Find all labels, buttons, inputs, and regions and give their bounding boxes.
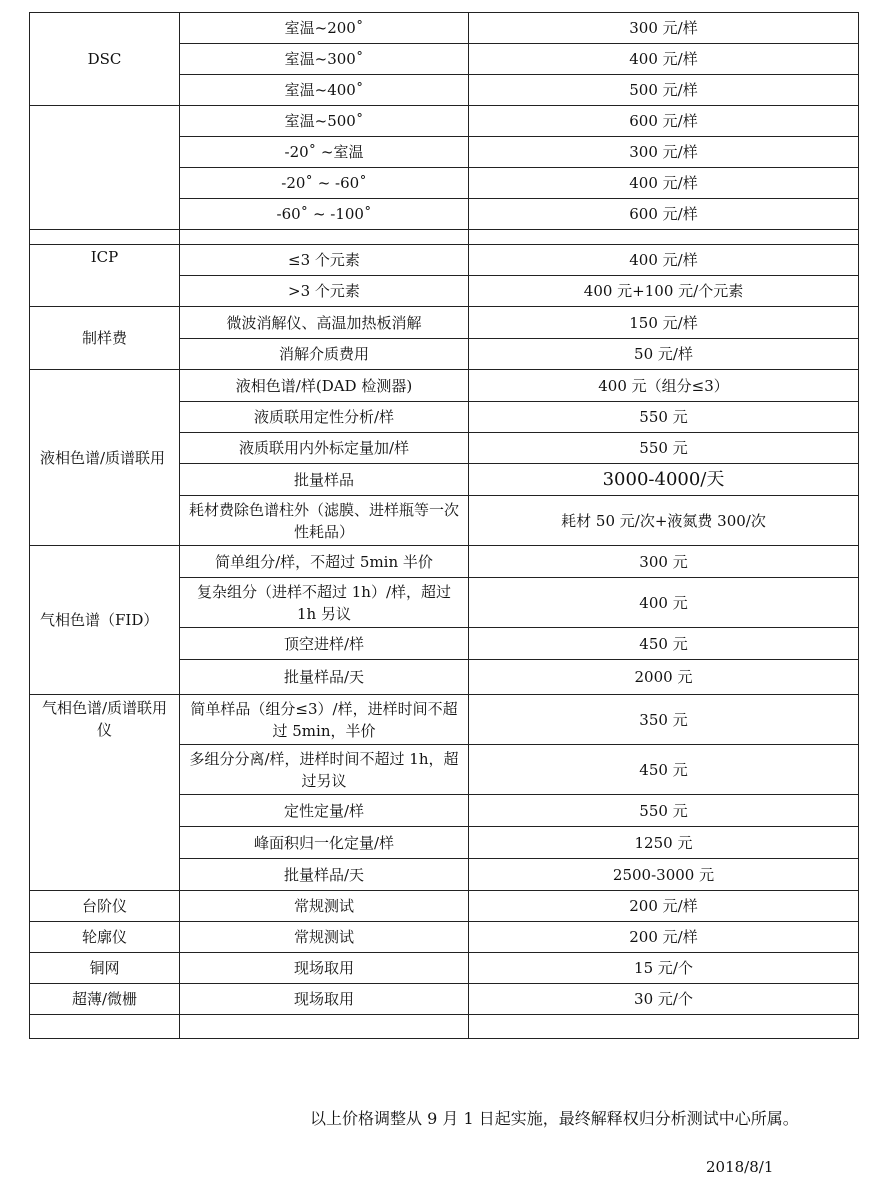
price-cell: 200 元/样 (469, 891, 859, 922)
price-cell: 500 元/样 (469, 75, 859, 106)
category-dsc: DSC (30, 13, 180, 106)
price-cell: 400 元/样 (469, 245, 859, 276)
price-cell: 15 元/个 (469, 953, 859, 984)
item-cell: 批量样品/天 (180, 859, 469, 891)
price-cell: 550 元 (469, 402, 859, 433)
price-cell: 1250 元 (469, 827, 859, 859)
item-cell: 定性定量/样 (180, 795, 469, 827)
empty-cell (30, 1015, 180, 1039)
item-cell: 顶空进样/样 (180, 628, 469, 660)
item-cell: -20˚ ~室温 (180, 137, 469, 168)
item-cell: 耗材费除色谱柱外（滤膜、进样瓶等一次性耗品） (180, 496, 469, 546)
price-cell: 耗材 50 元/次+液氮费 300/次 (469, 496, 859, 546)
item-cell: 微波消解仪、高温加热板消解 (180, 307, 469, 339)
category-gcms: 气相色谱/质谱联用仪 (30, 695, 180, 891)
empty-row (30, 230, 859, 245)
empty-cell (180, 1015, 469, 1039)
price-cell: 600 元/样 (469, 106, 859, 137)
item-cell: 消解介质费用 (180, 339, 469, 370)
category-lcms: 液相色谱/质谱联用 (30, 370, 180, 546)
item-cell: 简单样品（组分≤3）/样，进样时间不超过 5min，半价 (180, 695, 469, 745)
empty-cell (469, 230, 859, 245)
item-cell: 常规测试 (180, 891, 469, 922)
item-cell: 批量样品 (180, 464, 469, 496)
empty-cell (30, 230, 180, 245)
price-cell: 50 元/样 (469, 339, 859, 370)
item-cell: -20˚ ~ -60˚ (180, 168, 469, 199)
table-row (30, 106, 859, 137)
item-cell: 复杂组分（进样不超过 1h）/样，超过 1h 另议 (180, 578, 469, 628)
price-cell: 550 元 (469, 433, 859, 464)
table-row (30, 307, 859, 339)
price-cell: 450 元 (469, 628, 859, 660)
price-cell: 400 元（组分≤3） (469, 370, 859, 402)
empty-cell (180, 230, 469, 245)
item-cell: 室温~400˚ (180, 75, 469, 106)
item-cell: ≤3 个元素 (180, 245, 469, 276)
price-cell: 3000-4000/天 (469, 464, 859, 496)
item-cell: 常规测试 (180, 922, 469, 953)
price-cell: 300 元/样 (469, 13, 859, 44)
price-cell: 400 元/样 (469, 168, 859, 199)
price-cell: 30 元/个 (469, 984, 859, 1015)
item-cell: 现场取用 (180, 984, 469, 1015)
price-cell: 150 元/样 (469, 307, 859, 339)
category-dsc-continued (30, 106, 180, 230)
category-profilometer: 台阶仪 (30, 891, 180, 922)
price-cell: 550 元 (469, 795, 859, 827)
price-cell: 450 元 (469, 745, 859, 795)
price-cell: 400 元+100 元/个元素 (469, 276, 859, 307)
category-copper-grid: 铜网 (30, 953, 180, 984)
price-cell: 350 元 (469, 695, 859, 745)
item-cell: -60˚ ~ -100˚ (180, 199, 469, 230)
item-cell: 室温~500˚ (180, 106, 469, 137)
price-cell: 2000 元 (469, 660, 859, 695)
table-row (30, 370, 859, 402)
item-cell: 简单组分/样，不超过 5min 半价 (180, 546, 469, 578)
item-cell: 现场取用 (180, 953, 469, 984)
item-cell: >3 个元素 (180, 276, 469, 307)
category-ultrathin: 超薄/微栅 (30, 984, 180, 1015)
category-contour: 轮廓仪 (30, 922, 180, 953)
table-row (30, 546, 859, 578)
empty-row (30, 1015, 859, 1039)
price-table (29, 12, 859, 1039)
table-row (30, 245, 859, 276)
category-icp: ICP (30, 245, 180, 307)
price-cell: 200 元/样 (469, 922, 859, 953)
item-cell: 液质联用内外标定量加/样 (180, 433, 469, 464)
item-cell: 批量样品/天 (180, 660, 469, 695)
table-row (30, 984, 859, 1015)
price-cell: 400 元/样 (469, 44, 859, 75)
item-cell: 多组分分离/样，进样时间不超过 1h，超过另议 (180, 745, 469, 795)
item-cell: 室温~200˚ (180, 13, 469, 44)
table-row (30, 695, 859, 745)
price-cell: 300 元/样 (469, 137, 859, 168)
item-cell: 液相色谱/样(DAD 检测器) (180, 370, 469, 402)
table-row (30, 891, 859, 922)
price-cell: 300 元 (469, 546, 859, 578)
table-row (30, 953, 859, 984)
empty-cell (469, 1015, 859, 1039)
table-row (30, 13, 859, 44)
item-cell: 峰面积归一化定量/样 (180, 827, 469, 859)
category-sample-prep: 制样费 (30, 307, 180, 370)
footer-date: 2018/8/1 (706, 1158, 774, 1176)
item-cell: 室温~300˚ (180, 44, 469, 75)
item-cell: 液质联用定性分析/样 (180, 402, 469, 433)
table-row (30, 922, 859, 953)
category-gc: 气相色谱（FID） (30, 546, 180, 695)
price-cell: 600 元/样 (469, 199, 859, 230)
price-cell: 2500-3000 元 (469, 859, 859, 891)
price-cell: 400 元 (469, 578, 859, 628)
footer-note: 以上价格调整从 9 月 1 日起实施，最终解释权归分析测试中心所属。 (310, 1109, 799, 1128)
